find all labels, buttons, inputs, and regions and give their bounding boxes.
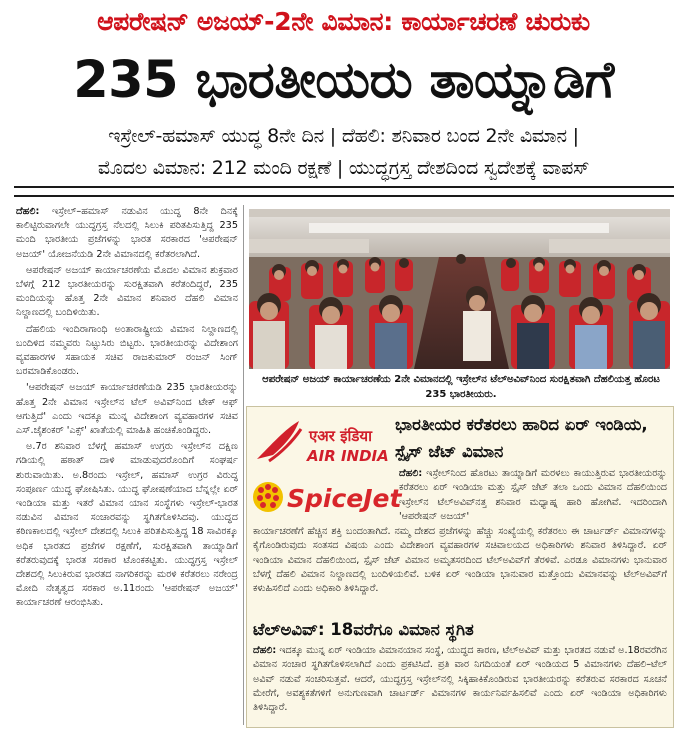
cabin-photo bbox=[249, 209, 670, 369]
photo-caption: ಆಪರೇಷನ್‌ ಅಜಯ್‌ ಕಾರ್ಯಾಚರಣೆಯ 2ನೇ ವಿಮಾನದಲ್ಲಿ ಇಸ್ರೇಲ್‌ನ ಟೆಲ್‌ಅವಿವ್‌ನಿಂದ ಸುರಕ್ಷಿತವಾಗಿ ದೆಹಲಿಯತ್ತ ಹೊರಟ 235 ಭಾರತೀಯರು. bbox=[262, 374, 660, 400]
box-paragraph-2: ಕಾರ್ಯಾಚರಣೆಗೆ ಹೆಚ್ಚಿನ ಶಕ್ತಿ ಬಂದಂತಾಗಿದೆ. ನಮ್ಮ ದೇಶದ ಪ್ರಜೆಗಳನ್ನು ಹೆಚ್ಚು ಸಂಖ್ಯೆಯಲ್ಲಿ ಕರೆತರಲು ಈ ಚಾರ್ಟರ್ಡ್‌ ವಿಮಾನಗಳನ್ನು ಕೈಗೊಂಡಿರುವುದು ಸಂತಸದ ವಿಷಯ ಎಂದು ವಿದೇಶಾಂಗ ವ್ಯವಹಾರಗಳ ಸಚಿವಾಲಯದ ಅಧಿಕಾರಿಗಳು ಶನಿವಾರ ತಿಳಿಸಿದ್ದಾರೆ. ಏರ್‌ ಇಂಡಿಯಾ ವಿಮಾನ ದೆಹಲಿಯಿಂದ, ಸ್ಪೈಸ್‌ ಜೆಟ್‌ ವಿಮಾನ ಅಮೃತಸರದಿಂದ ಟೆಲ್‌ಅವಿವ್‌ಗೆ ತೆರಳಿವೆ. ಎರಡೂ ವಿಮಾನಗಳು ಭಾನುವಾರ ಬೆಳಗ್ಗೆ ದೆಹಲಿ ವಿಮಾನ ನಿಲ್ದಾಣದಲ್ಲಿ ಬಂದಿಳಿಯಲಿವೆ. ಬಳಿಕ ಏರ್‌ ಇಂಡಿಯಾ ಭಾನುವಾರ ಮತ್ತೊಂದು ವಿಮಾನವನ್ನು ಟೆಲ್‌ಅವಿವ್‌ಗೆ ಕಳುಹಿಸಲಿದೆ ಎಂದು ಅಧಿಕಾರಿ ತಿಳಿಸಿದ್ದಾರೆ. bbox=[253, 526, 667, 595]
box-subheading: ಟೆಲ್‌ಅವಿವ್‌: 18ವರೆಗೂ ವಿಮಾನ ಸ್ಥಗಿತ bbox=[253, 620, 474, 639]
main-headline: 235 ಭಾರತೀಯರು ತಾಯ್ನಾಡಿಗೆ bbox=[73, 51, 614, 110]
box-paragraph-3: ದೆಹಲಿ: ಇದಕ್ಕೂ ಮುನ್ನ ಏರ್‌ ಇಂಡಿಯಾ ವಿಮಾನಯಾನ ಸಂಸ್ಥೆ, ಯುದ್ಧದ ಕಾರಣ, ಟೆಲ್‌ಅವಿವ್‌ ಮತ್ತು ಭಾರತದ ನಡುವೆ ಅ.18ರವರೆಗಿನ ವಿಮಾನ ಸಂಚಾರ ಸ್ಥಗಿತಗೊಳಿಸಲಾಗಿದೆ ಎಂದು ಪ್ರಕಟಿಸಿದೆ. ಪ್ರತಿ ವಾರ ನಿಗದಿಯಂತೆ ಏರ್‌ ಇಂಡಿಯದ 5 ವಿಮಾನಗಳು ದೆಹಲಿ–ಟೆಲ್‌ ಅವಿವ್‌ ನಡುವೆ ಸಂಚರಿಸುತ್ತವೆ. ಆದರೆ, ಯುದ್ಧಗ್ರಸ್ತ ಇಸ್ರೇಲ್‌ನಲ್ಲಿ ಸಿಕ್ಕಿಹಾಕಿಕೊಂಡಿರುವ ಭಾರತೀಯರನ್ನು ಕರೆತರುವ ಸರಕಾರದ ಸೂಚನೆ ಮೇರೆಗೆ, ಅವಶ್ಯಕತೆಗಳಿಗೆ ಅನುಗುಣವಾಗಿ ಚಾರ್ಟರ್ಡ್‌ ವಿಮಾನಗಳ ಕಾರ್ಯನಿರ್ವಹಿಸಲಿವೆ ಎಂದು ಏರ್‌ ಇಂಡಿಯಾ ಅಧಿಕಾರಿಗಳು ತಿಳಿಸಿದ್ದಾರೆ. bbox=[253, 645, 667, 714]
box-heading: ಭಾರತೀಯರ ಕರೆತರಲು ಹಾರಿದ ಏರ್‌ ಇಂಡಿಯ, ಸ್ಪೈಸ್‌ ಜೆಟ್‌ ವಿಮಾನ bbox=[395, 415, 648, 461]
story-paragraph: ದೆಹಲಿ: ಇಸ್ರೇಲ್‌–ಹಮಾಸ್‌ ನಡುವಿನ ಯುದ್ಧ 8ನೇ ದಿನಕ್ಕೆ ಕಾಲಿಟ್ಟಿರುವಾಗಲೇ ಯುದ್ಧಗ್ರಸ್ತ ನೆಲದಲ್ಲಿ ಸಿಲುಕಿ ಪರಿತಪಿಸುತ್ತಿದ್ದ 235 ಮಂದಿ ಭಾರತೀಯ ಪ್ರಜೆಗಳನ್ನು ಭಾರತ ಸರಕಾರದ 'ಆಪರೇಷನ್‌ ಅಜಯ್‌' ಯೋಜನೆಯಡಿ 2ನೇ ವಿಮಾನದಲ್ಲಿ ಕರೆತರಲಾಗಿದೆ. bbox=[16, 206, 238, 260]
air-india-logo bbox=[251, 415, 391, 473]
story-paragraph: ದೆಹಲಿಯ ಇಂದಿರಾಗಾಂಧಿ ಅಂತಾರಾಷ್ಟ್ರೀಯ ವಿಮಾನ ನಿಲ್ದಾಣದಲ್ಲಿ ಬಂದಿಳಿದ ನಮ್ಮವರು ನಿಟ್ಟುಸಿರು ಬಿಟ್ಟರು. ಭಾರತೀಯರನ್ನು ವಿದೇಶಾಂಗ ವ್ಯವಹಾರಗಳ ಸಹಾಯಕ ಸಚಿವ ರಾಜಕುಮಾರ್‌ ರಂಜನ್‌ ಸಿಂಗ್‌ ಬರಮಾಡಿಕೊಂಡರು. bbox=[16, 323, 238, 378]
story-paragraph: ಆಪರೇಷನ್‌ ಅಜಯ್‌ ಕಾರ್ಯಾಚರಣೆಯ ಮೊದಲ ವಿಮಾನ ಶುಕ್ರವಾರ ಬೆಳಗ್ಗೆ 212 ಭಾರತೀಯರನ್ನು ಸುರಕ್ಷಿತವಾಗಿ ಕರೆತಂದಿದ್ದರೆ, 235 ಮಂದಿಯನ್ನು ಹೊತ್ತ 2ನೇ ವಿಮಾನ ಶನಿವಾರ ದೆಹಲಿ ವಿಮಾನ ನಿಲ್ದಾಣದಲ್ಲಿ ಬಂದಿಳಿಯಿತು. bbox=[16, 264, 238, 319]
deck-line-1: ಇಸ್ರೇಲ್‌-ಹಮಾಸ್‌ ಯುದ್ಧ 8ನೇ ದಿನ | ದೆಹಲಿ: ಶನಿವಾರ ಬಂದ 2ನೇ ವಿಮಾನ | bbox=[108, 125, 579, 147]
main-story-column bbox=[16, 205, 238, 725]
headline-rule-top bbox=[14, 186, 674, 188]
sidebar-box bbox=[246, 406, 674, 728]
column-divider bbox=[243, 205, 244, 725]
spicejet-text: SpiceJet bbox=[287, 484, 402, 513]
spicejet-logo bbox=[251, 477, 411, 517]
kicker-headline: ಆಪರೇಷನ್ ಅಜಯ್‌-2ನೇ ವಿಮಾನ: ಕಾರ್ಯಾಚರಣೆ ಚುರುಕು bbox=[97, 7, 590, 36]
dateline: ದೆಹಲಿ: bbox=[16, 206, 40, 217]
air-india-english-text: AIR INDIA bbox=[307, 447, 389, 465]
box-paragraph-1: ದೆಹಲಿ: ಇಸ್ರೇಲ್‌ನಿಂದ ಹೊರಟು ತಾಯ್ನಾಡಿಗೆ ಮರಳಲು ಕಾಯುತ್ತಿರುವ ಭಾರತೀಯರನ್ನು ಕರೆತರಲು ಏರ್‌ ಇಂಡಿಯಾ ಮತ್ತು ಸ್ಪೈಸ್‌ ಜೆಟ್‌ ತಲಾ ಒಂದು ವಿಮಾನ ದೆಹಲಿಯಿಂದ ಇಸ್ರೇಲ್‌ನ ಟೆಲ್‌ಅವಿವ್‌ನತ್ತ ಶನಿವಾರ ಮಧ್ಯಾಹ್ನ ಹಾರಿ ಹೋಗಿವೆ. ಇದರಿಂದಾಗಿ 'ಆಪರೇಷನ್‌ ಅಜಯ್‌' bbox=[399, 468, 667, 522]
headline-rule-bottom bbox=[14, 195, 674, 197]
story-paragraph: ಅ.7ರ ಶನಿವಾರ ಬೆಳಗ್ಗೆ ಹಮಾಸ್‌ ಉಗ್ರರು ಇಸ್ರೇಲ್‌ನ ದಕ್ಷಿಣ ಗಡಿಯಲ್ಲಿ ಹಠಾತ್‌ ದಾಳಿ ಮಾಡುವುದರೊಂದಿಗೆ ಸಂಘರ್ಷ ಶುರುವಾಯಿತು. ಅ.8ರಂದು ಇಸ್ರೇಲ್‌, ಹಮಾಸ್‌ ಉಗ್ರರ ವಿರುದ್ಧ ಸಂಪೂರ್ಣ ಯುದ್ಧ ಘೋಷಿಸಿತು. ಯುದ್ಧ ಘೋಷಣೆಯಾದ ಬೆನ್ನಲ್ಲೇ ಏರ್‌ ಇಂಡಿಯಾ ಮತ್ತು ಇತರೆ ವಿಮಾನ ಯಾನ ಸಂಸ್ಥೆಗಳು ಇಸ್ರೇಲ್‌-ಭಾರತ ನಡುವಿನ ವಿಮಾನ ಸಂಚಾರವನ್ನು ಸ್ಥಗಿತಗೊಳಿಸಿದವು. ಯುದ್ಧದ ಕಠಿಣಕಾಲದಲ್ಲಿ ಇಸ್ರೇಲ್‌ ದೇಶದಲ್ಲಿ ಸಿಲುಕಿ ಪರಿತಪಿಸುತ್ತಿದ್ದ 18 ಸಾವಿರಕ್ಕೂ ಅಧಿಕ ಭಾರತದ ಪ್ರಜೆಗಳ ರಕ್ಷಣೆಗೆ, ಸುರಕ್ಷಿತವಾಗಿ ತಾಯ್ನಾಡಿಗೆ ಕರೆತರುವುದಕ್ಕೆ ಭಾರತ ಸರಕಾರ ಟೊಂಕಕಟ್ಟಿತು. ಯುದ್ಧಗ್ರಸ್ತ ಇಸ್ರೇಲ್‌ ದೇಶದಲ್ಲಿ ಸಿಲುಕಿರುವ ಭಾರತದ ನಾಗರಿಕರನ್ನು ಮರಳಿ ಕರೆತರಲು ನರೇಂದ್ರ ಮೋದಿ ನೇತೃತ್ವದ ಸರಕಾರ ಅ.11ರಂದು 'ಆಪರೇಷನ್‌ ಅಜಯ್‌' ಕಾರ್ಯಾಚರಣೆ ಆರಂಭಿಸಿತು. bbox=[16, 441, 238, 609]
cabin-photo-illustration bbox=[249, 209, 670, 369]
story-paragraph: 'ಆಪರೇಷನ್‌ ಅಜಯ್‌ ಕಾರ್ಯಾಚರಣೆಯಡಿ 235 ಭಾರತೀಯರನ್ನು ಹೊತ್ತ 2ನೇ ವಿಮಾನ ಇಸ್ರೇಲ್‌ನ ಟೆಲ್‌ ಅವಿವ್‌ನಿಂದ ಟೇಕ್‌ ಆಫ್‌ ಆಗುತ್ತಿದೆ' ಎಂದು ಇದಕ್ಕೂ ಮುನ್ನ ವಿದೇಶಾಂಗ ವ್ಯವಹಾರಗಳ ಸಚಿವ ಎಸ್‌.ಜೈಶಂಕರ್‌ 'ಎಕ್ಸ್‌' ಖಾತೆಯಲ್ಲಿ ಮಾಹಿತಿ ಹಂಚಿಕೊಂಡಿದ್ದರು. bbox=[16, 382, 238, 437]
deck-line-2: ಮೊದಲ ವಿಮಾನ: 212 ಮಂದಿ ರಕ್ಷಣೆ | ಯುದ್ಧಗ್ರಸ್ತ ದೇಶದಿಂದ ಸ್ವದೇಶಕ್ಕೆ ವಾಪಸ್‌ bbox=[97, 157, 590, 179]
air-india-hindi-text: एअर इंडिया bbox=[309, 427, 372, 445]
